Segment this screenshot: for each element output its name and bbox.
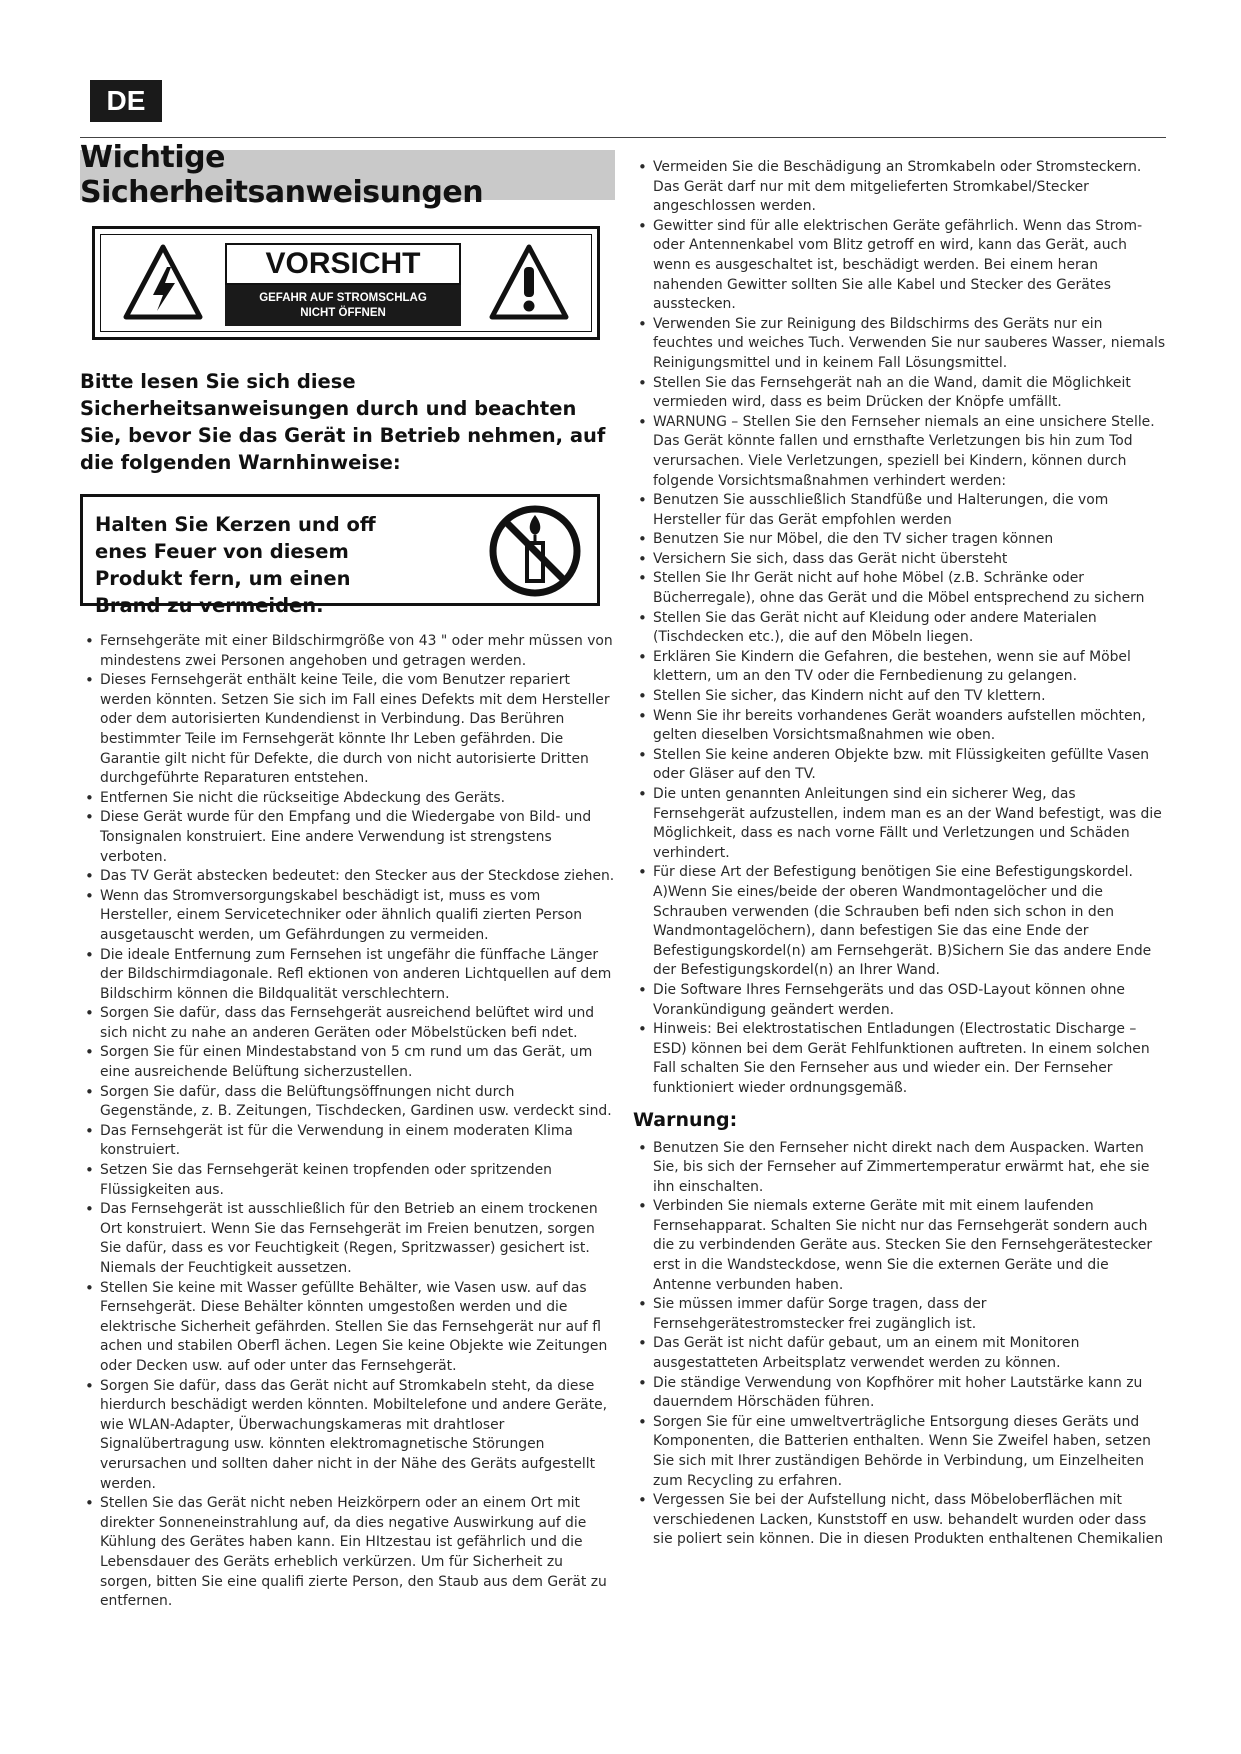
- list-item: • Das Fernsehgerät ist ausschließlich für den Betrieb an einem trockenen Ort konstruiert. Wenn Sie das Fernsehgerät im Freien benutzen, sorgen Sie dafür, dass es vor Feuchtigkeit (Regen, Spritzwasser) gesichert ist. Niemals der Feuchtigkeit aussetzen.: [80, 1200, 615, 1278]
- list-item: • Sorgen Sie für einen Mindestabstand von 5 cm rund um das Gerät, um eine ausreichende Belüftung sicherzustellen.: [80, 1043, 615, 1082]
- list-item: • Verwenden Sie zur Reinigung des Bildschirms des Geräts nur ein feuchtes und weiches Tuch. Verwenden Sie nur sauberes Wasser, niemals Reinigungsmittel und in keinem Fall Lösungsmittel.: [633, 315, 1166, 374]
- title-bar: [80, 140, 615, 210]
- list-item: • Vergessen Sie bei der Aufstellung nicht, dass Möbeloberflächen mit verschiedenen Lacken, Kunststoff en usw. behandelt wurden oder dass sie poliert sein können. Die in diesen Produkten enthaltenen Chemikalien: [633, 1491, 1166, 1550]
- list-item: • Wenn das Stromversorgungskabel beschädigt ist, muss es vom Hersteller, einem Servicetechniker oder ähnlich qualifi zierten Person ausgetauscht werden, um Gefährdungen zu vermeiden.: [80, 887, 615, 946]
- list-item: • Die ideale Entfernung zum Fernsehen ist ungefähr die fünffache Länger der Bildschirmdiagonale. Refl ektionen von anderen Lichtquellen auf dem Bildschirm können die Bildqualität verschlechtern.: [80, 946, 615, 1005]
- list-item: • Dieses Fernsehgerät enthält keine Teile, die vom Benutzer repariert werden könnten. Setzen Sie sich im Fall eines Defekts mit dem Hersteller oder dem autorisierten Kundendienst in Verbindung. Das Berühren bestimmter Teile im Fernsehgerät könnte Ihr Leben gefährden. Die Garantie gilt nicht für Defekte, die durch von nicht autorisierte Dritten durchgeführte Reparaturen entstehen.: [80, 671, 615, 789]
- list-item: • Stellen Sie das Gerät nicht neben Heizkörpern oder an einem Ort mit direkter Sonneneinstrahlung auf, da dies negative Auswirkung auf die Kühlung des Gerätes haben kann. Ein HItzestau ist gefährlich und die Lebensdauer des Geräts erheblich verkürzen. Um für Sicherheit zu sorgen, bitten Sie eine qualifi zierte Person, den Staub aus dem Gerät zu entfernen.: [80, 1494, 615, 1612]
- list-item: • Stellen Sie das Gerät nicht auf Kleidung oder andere Materialen (Tischdecken etc.), die auf den Möbeln liegen.: [633, 609, 1166, 648]
- exclamation-warning-icon: [489, 243, 569, 321]
- list-item: • Das Gerät ist nicht dafür gebaut, um an einem mit Monitoren ausgestatteten Arbeitsplatz verwendet werden zu können.: [633, 1334, 1166, 1373]
- list-item: • Gewitter sind für alle elektrischen Geräte gefährlich. Wenn das Strom- oder Antennenkabel vom Blitz getroff en wird, kann das Gerät, auch wenn es ausgeschaltet ist, beschädigt werden. Bei einem heran nahenden Gewitter sollten Sie alle Kabel und Stecker des Gerätes ausstecken.: [633, 217, 1166, 315]
- right-bullet-list: [633, 158, 1166, 1099]
- list-item: • Sorgen Sie dafür, dass die Belüftungsöffnungen nicht durch Gegenstände, z. B. Zeitungen, Tischdecken, Gardinen usw. verdeckt sind.: [80, 1083, 615, 1122]
- left-column: [80, 140, 615, 1612]
- header-rule: [80, 137, 1166, 138]
- caution-text-block: [225, 243, 461, 326]
- list-item: • Vermeiden Sie die Beschädigung an Stromkabeln oder Stromsteckern. Das Gerät darf nur mit dem mitgelieferten Stromkabel/Stecker angeschlossen werden.: [633, 158, 1166, 217]
- warning-heading: Warnung:: [633, 1108, 738, 1131]
- list-item: • Stellen Sie keine mit Wasser gefüllte Behälter, wie Vasen usw. auf das Fernsehgerät. Diese Behälter könnten umgestoßen werden und die elektrische Sicherheit gefährden. Stellen Sie das Fernsehgerät nur auf fl achen und stabilen Oberfl ächen. Legen Sie keine Objekte wie Zeitungen oder Decken usw. auf oder unter das Fernsehgerät.: [80, 1279, 615, 1377]
- left-bullet-list: [80, 632, 615, 1612]
- list-item: • Versichern Sie sich, dass das Gerät nicht übersteht: [633, 550, 1166, 570]
- caution-label: [92, 226, 600, 340]
- intro-text: Bitte lesen Sie sich diese Sicherheitsanweisungen durch und beachten Sie, bevor Sie das Gerät in Betrieb nehmen, auf die folgenden Warnhinweise:: [80, 370, 606, 474]
- list-item: • Entfernen Sie nicht die rückseitige Abdeckung des Geräts.: [80, 789, 615, 809]
- list-item: • Wenn Sie ihr bereits vorhandenes Gerät woanders aufstellen möchten, gelten dieselben Vorsichtsmaßnahmen wie oben.: [633, 707, 1166, 746]
- caution-subtext: [225, 285, 461, 326]
- list-item: • Sie müssen immer dafür Sorge tragen, dass der Fernsehgerätestromstecker frei zugänglich ist.: [633, 1295, 1166, 1334]
- list-item: • Das TV Gerät abstecken bedeutet: den Stecker aus der Steckdose ziehen.: [80, 867, 615, 887]
- candle-warning-text: Halten Sie Kerzen und off enes Feuer von diesem Produkt fern, um einen Brand zu vermeiden.: [95, 513, 376, 617]
- page-title: Wichtige Sicherheitsanweisungen: [80, 140, 484, 210]
- list-item: • Sorgen Sie dafür, dass das Gerät nicht auf Stromkabeln steht, da diese hierdurch beschädigt werden könnten. Mobiltelefone und andere Geräte, wie WLAN-Adapter, Überwachungskameras mit drahtloser Signalübertragung usw. könnten elektromagnetische Störungen verursachen und sollten daher nicht in der Nähe des Geräts aufgestellt werden.: [80, 1377, 615, 1495]
- list-item: • Für diese Art der Befestigung benötigen Sie eine Befestigungskordel. A)Wenn Sie eines/beide der oberen Wandmontagelöcher und die Schrauben verwenden (die Schrauben befi nden sich schon in den Wandmontagelöchern), dann befestigen Sie das eine Ende der Befestigungskordel(n) am Fernsehgerät. B)Sichern Sie das andere Ende der Befestigungskordel(n) an Ihrer Wand.: [633, 863, 1166, 981]
- list-item: • Stellen Sie keine anderen Objekte bzw. mit Flüssigkeiten gefüllte Vasen oder Gläser auf den TV.: [633, 746, 1166, 785]
- list-item: • WARNUNG – Stellen Sie den Fernseher niemals an eine unsichere Stelle. Das Gerät könnte fallen und ernsthafte Verletzungen bis hin zum Tod verursachen. Viele Verletzungen, speziell bei Kindern, können durch folgende Vorsichtsmaßnahmen verhindert werden:: [633, 413, 1166, 491]
- list-item: • Das Fernsehgerät ist für die Verwendung in einem moderaten Klima konstruiert.: [80, 1122, 615, 1161]
- electric-shock-warning-icon: [123, 243, 203, 321]
- list-item: • Verbinden Sie niemals externe Geräte mit mit einem laufenden Fernsehapparat. Schalten Sie nicht nur das Fernsehgerät sondern auch die zu verbindenden Geräte aus. Stecken Sie den Fernsehgerätestecker erst in die Wandsteckdose, wenn Sie die externen Geräte und die Antenne verbunden haben.: [633, 1197, 1166, 1295]
- candle-warning-box: [80, 494, 600, 617]
- list-item: • Stellen Sie das Fernsehgerät nah an die Wand, damit die Möglichkeit vermieden wird, dass es beim Drücken der Knöpfe umfällt.: [633, 374, 1166, 413]
- list-item: • Fernsehgeräte mit einer Bildschirmgröße von 43 " oder mehr müssen von mindestens zwei Personen angehoben und getragen werden.: [80, 632, 615, 671]
- list-item: • Benutzen Sie den Fernseher nicht direkt nach dem Auspacken. Warten Sie, bis sich der Fernseher auf Zimmertemperatur erwärmt hat, ehe sie ihn einschalten.: [633, 1139, 1166, 1198]
- list-item: • Stellen Sie sicher, das Kindern nicht auf den TV klettern.: [633, 687, 1166, 707]
- list-item: • Sorgen Sie für eine umweltverträgliche Entsorgung dieses Geräts und Komponenten, die Batterien enthalten. Wenn Sie Zweifel haben, setzen Sie sich mit Ihrer zuständigen Behörde in Verbindung, um Einzelheiten zum Recycling zu erfahren.: [633, 1413, 1166, 1491]
- warning-bullet-list: [633, 1139, 1166, 1550]
- list-item: • Hinweis: Bei elektrostatischen Entladungen (Electrostatic Discharge – ESD) können bei dem Gerät Fehlfunktionen auftreten. In einem solchen Fall schalten Sie den Fernseher aus und wieder ein. Der Fernseher funktioniert wieder ordnungsgemäß.: [633, 1020, 1166, 1098]
- list-item: • Benutzen Sie ausschließlich Standfüße und Halterungen, die vom Hersteller für das Gerät empfohlen werden: [633, 491, 1166, 530]
- list-item: • Stellen Sie Ihr Gerät nicht auf hohe Möbel (z.B. Schränke oder Bücherregale), ohne das Gerät und die Möbel entsprechend zu sichern: [633, 569, 1166, 608]
- list-item: • Setzen Sie das Fernsehgerät keinen tropfenden oder spritzenden Flüssigkeiten aus.: [80, 1161, 615, 1200]
- caution-subtext-line2: NICHT ÖFFNEN: [300, 307, 386, 319]
- list-item: • Die Software Ihres Fernsehgeräts und das OSD-Layout können ohne Vorankündigung geändert werden.: [633, 981, 1166, 1020]
- list-item: • Benutzen Sie nur Möbel, die den TV sicher tragen können: [633, 530, 1166, 550]
- language-tag: DE: [90, 80, 162, 122]
- right-column: [633, 158, 1166, 1550]
- caution-word: VORSICHT: [225, 243, 461, 285]
- list-item: • Diese Gerät wurde für den Empfang und die Wiedergabe von Bild- und Tonsignalen konstruiert. Eine andere Verwendung ist strengstens verboten.: [80, 808, 615, 867]
- list-item: • Die unten genannten Anleitungen sind ein sicherer Weg, das Fernsehgerät aufzustellen, indem man es an der Wand befestigt, was die Möglichkeit, dass es nach vorne Fällt und Verletzungen und Schäden verhindert.: [633, 785, 1166, 863]
- list-item: • Erklären Sie Kindern die Gefahren, die bestehen, wenn sie auf Möbel klettern, um an den TV oder die Fernbedienung zu gelangen.: [633, 648, 1166, 687]
- no-open-flame-icon: [487, 503, 583, 599]
- caution-subtext-line1: GEFAHR AUF STROMSCHLAG: [259, 292, 427, 304]
- list-item: • Die ständige Verwendung von Kopfhörer mit hoher Lautstärke kann zu dauerndem Hörschäden führen.: [633, 1374, 1166, 1413]
- list-item: • Sorgen Sie dafür, dass das Fernsehgerät ausreichend belüftet wird und sich nicht zu nahe an anderen Geräten oder Möbelstücken befi ndet.: [80, 1004, 615, 1043]
